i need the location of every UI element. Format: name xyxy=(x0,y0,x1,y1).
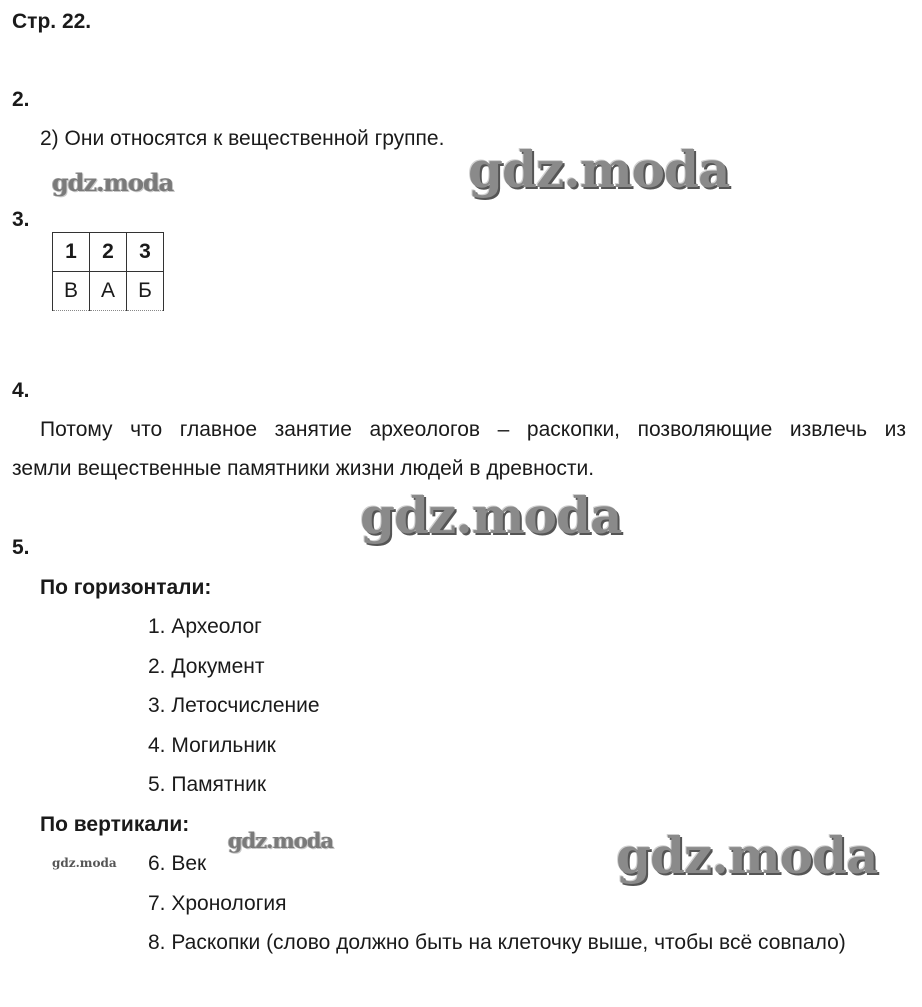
answer-table-value-cell: А xyxy=(90,272,127,311)
watermark: gdz.moda xyxy=(468,140,730,199)
horizontal-item: 2. Документ xyxy=(148,655,265,678)
vertical-item: 8. Раскопки (слово должно быть на клеточку выше, чтобы всё совпало) xyxy=(148,931,846,954)
horizontal-item: 5. Памятник xyxy=(148,773,267,796)
horizontal-item: 3. Летосчисление xyxy=(148,694,320,717)
task-4-number: 4. xyxy=(12,379,30,402)
horizontal-item: 1. Археолог xyxy=(148,615,262,638)
task-2-number: 2. xyxy=(12,88,30,111)
answer-table-header-cell: 1 xyxy=(53,233,90,272)
task-3-number: 3. xyxy=(12,208,30,231)
answer-table-header-cell: 3 xyxy=(127,233,164,272)
watermark: gdz.moda xyxy=(52,168,174,197)
task-4-line-2: земли вещественные памятники жизни людей в древности. xyxy=(12,457,595,480)
vertical-title: По вертикали: xyxy=(40,813,190,836)
task-4-line-1: Потому что главное занятие археологов – раскопки, позволяющие извлечь из xyxy=(40,418,906,441)
answer-table-value-cell: Б xyxy=(127,272,164,311)
horizontal-item: 4. Могильник xyxy=(148,734,276,757)
answer-table-value-cell: В xyxy=(53,272,90,311)
vertical-item: 6. Век xyxy=(148,852,207,875)
answer-table-header-row xyxy=(53,233,164,272)
watermark: gdz.moda xyxy=(616,826,878,885)
answer-table-value-row xyxy=(53,272,164,311)
watermark: gdz.moda xyxy=(228,828,334,853)
task-2-answer: 2) Они относятся к вещественной группе. xyxy=(40,127,445,150)
watermark: gdz.moda xyxy=(360,486,622,545)
page-title: Стр. 22. xyxy=(12,10,92,33)
vertical-item: 7. Хронология xyxy=(148,892,287,915)
answer-table-header-cell: 2 xyxy=(90,233,127,272)
task-5-number: 5. xyxy=(12,536,30,559)
horizontal-title: По горизонтали: xyxy=(40,576,212,599)
answer-table xyxy=(52,232,164,311)
watermark: gdz.moda xyxy=(52,856,117,870)
